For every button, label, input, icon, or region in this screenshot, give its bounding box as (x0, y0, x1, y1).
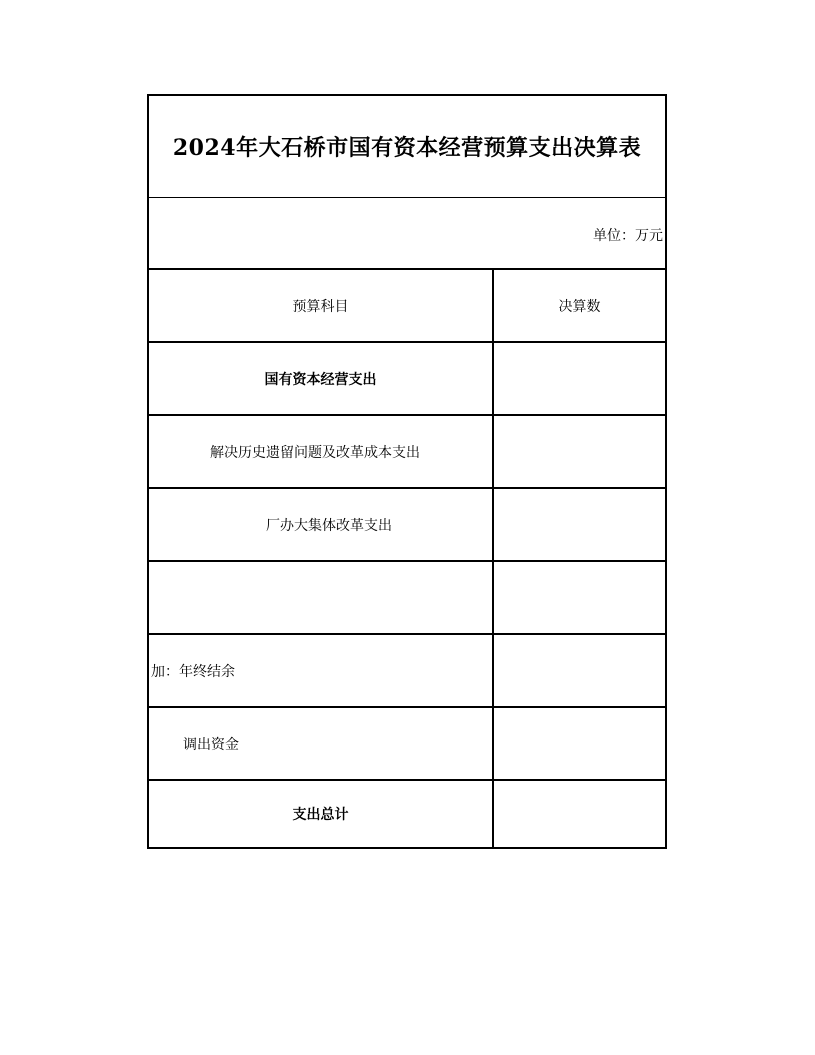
table-row (149, 635, 665, 708)
unit-row (149, 198, 665, 270)
row-amount (494, 416, 665, 487)
table-row (149, 562, 665, 635)
unit-label: 单位：万元 (593, 228, 663, 244)
budget-table (147, 94, 667, 849)
table-row (149, 343, 665, 416)
row-label: 解决历史遗留问题及改革成本支出 (149, 416, 494, 487)
header-amount: 决算数 (558, 298, 601, 315)
row-label: 调出资金 (149, 708, 494, 779)
table-row (149, 489, 665, 562)
row-amount (494, 489, 665, 560)
header-row (149, 270, 665, 343)
row-amount (494, 708, 665, 779)
row-label (149, 562, 494, 633)
row-label: 支出总计 (149, 781, 494, 847)
row-amount (494, 343, 665, 414)
row-amount (494, 781, 665, 847)
row-label: 厂办大集体改革支出 (149, 489, 494, 560)
header-subject: 预算科目 (149, 270, 494, 341)
table-row (149, 781, 665, 847)
title-row (149, 96, 665, 198)
table-row (149, 708, 665, 781)
row-label: 国有资本经营支出 (149, 343, 494, 414)
row-amount (494, 562, 665, 633)
row-label: 加：年终结余 (149, 635, 494, 706)
table-row (149, 416, 665, 489)
table-title: 2024年大石桥市国有资本经营预算支出决算表 (172, 135, 642, 161)
row-amount (494, 635, 665, 706)
